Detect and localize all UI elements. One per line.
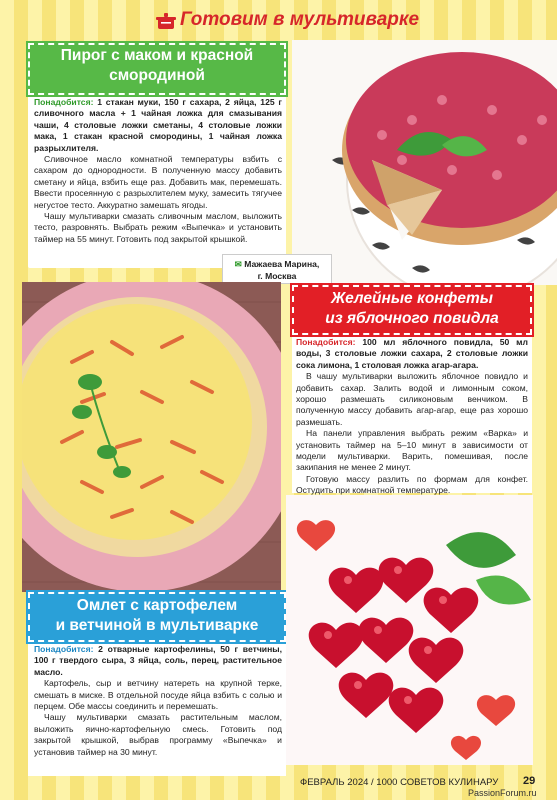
footer-issue: ФЕВРАЛЬ 2024 / 1000 СОВЕТОВ КУЛИНАРУ <box>300 777 499 788</box>
step-paragraph: Чашу мультиварки смазать растительным маслом, выложить яично-картофельную смесь. Готовить под закрытой крышкой, выбрав программу «Выпечка» и установив таймер на 30 минут. <box>34 712 282 757</box>
step-paragraph: Готовую массу разлить по формам для конфет. Остудить при комнатной температуре. <box>296 473 528 496</box>
recipe-title-candies: Желейные конфеты из яблочного повидла <box>325 290 499 327</box>
step-paragraph: Картофель, сыр и ветчину натереть на крупной терке, смешать в миске. В отдельной посуде яйца взбить с солью и перцем. Обе массы соединить и перемешать. <box>34 678 282 712</box>
ingredients-label: Понадобится: <box>34 644 94 654</box>
watermark: PassionForum.ru <box>468 788 537 798</box>
mail-icon: ✉ <box>234 259 242 269</box>
pot-icon <box>156 12 176 30</box>
author-city: г. Москва <box>257 271 297 281</box>
step-paragraph: В чашу мультиварки выложить яблочное повидло и добавить сахар. Залить водой и лимонным соком, хорошо размешать силиконовым венчиком. В полученную массу добавить агар-агар, еще раз хорошо размешать. <box>296 371 528 427</box>
step-paragraph: На панели управления выбрать режим «Варка» и установить таймер на 5–10 минут в зависимости от модели мультиварки. Варить, помешивая, после закипания не менее 2 минут. <box>296 428 528 473</box>
candies-photo <box>286 495 533 765</box>
ingredients-label: Понадобится: <box>296 337 356 347</box>
ingredients-text: 2 отварные картофелины, 50 г ветчины, 100 г твердого сыра, 3 яйца, соль, перец, растительное масло. <box>34 644 283 677</box>
recipe-title-omelet: Омлет с картофелем и ветчиной в мультиварке <box>55 597 259 634</box>
recipe-text-candies <box>296 337 528 497</box>
step-paragraph: Чашу мультиварки смазать сливочным маслом, выложить тесто, разровнять. Выбрать режим «Выпечка» и установить таймер на 55 минут. Готовить под закрытой крышкой. <box>34 211 282 244</box>
author-name: ✉ Мажаева Марина, <box>234 259 320 269</box>
section-title: Готовим в мультиварке <box>180 9 420 30</box>
ingredients-text: 100 мл яблочного повидла, 50 мл воды, 3 столовые ложки сахара, 2 столовые ложки сока лимона, 1 столовая ложка агар-агара. <box>296 337 528 370</box>
author-tag <box>222 254 332 284</box>
recipe-title-pie: Пирог с маком и красной смородиной <box>60 47 254 84</box>
step-paragraph: Сливочное масло комнатной температуры взбить с сахаром до однородности. В полученную массу добавить сметану и яйца, взбить еще раз. Добавить мак, перемешать. Ввести просеянную с разрыхлителем муку, замесить тягучее негустое тесто. Аккуратно замешать ягоды. <box>34 154 282 210</box>
ingredients-text: 1 стакан муки, 150 г сахара, 2 яйца, 125 г сливочного масла + 1 чайная ложка для смазывания чаши, 4 столовые ложки сметаны, 4 столовые ложки мака, 1 стакан красной смородины, 1 чайная ложка разрыхлителя. <box>34 97 282 153</box>
omelet-photo <box>22 282 281 592</box>
ingredients-label: Понадобится: <box>34 97 94 107</box>
page-number: 29 <box>523 775 536 787</box>
recipe-text-omelet <box>34 644 282 758</box>
recipe-text-pie <box>34 97 282 245</box>
pie-photo <box>292 40 557 285</box>
